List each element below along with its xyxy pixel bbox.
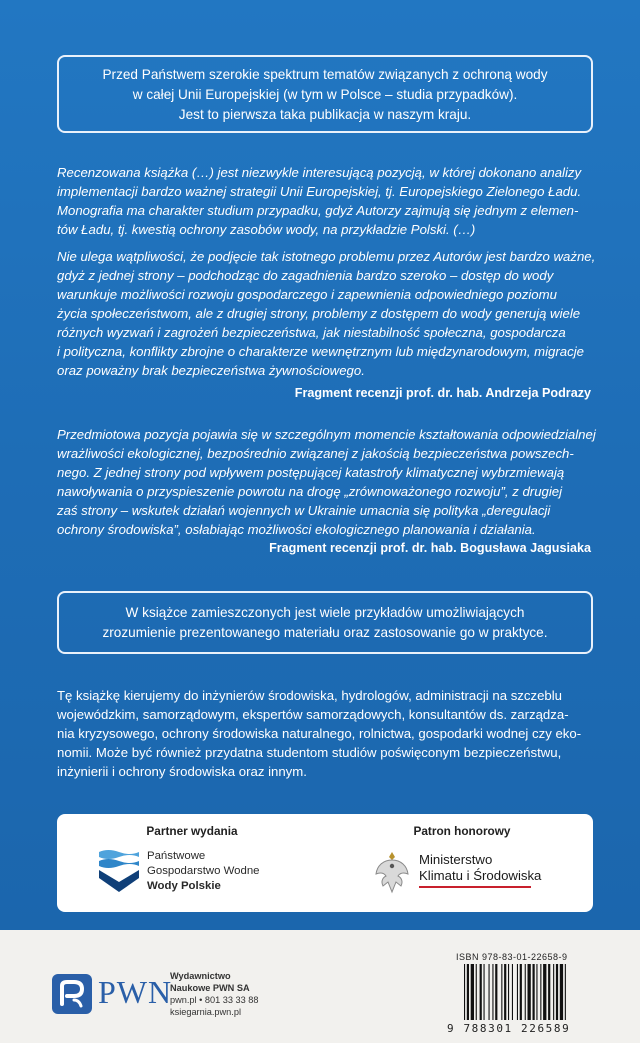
examples-box	[57, 591, 593, 654]
review-line: Recenzowana książka (…) jest niezwykle interesującą pozycją, w której dokonano analizy	[57, 165, 582, 180]
audience-line: nomii. Może być również przydatna studentom studiów poświęconym bezpieczeństwu,	[57, 745, 562, 760]
partner-name	[147, 849, 260, 894]
review-line: Przedmiotowa pozycja pojawia się w szczególnym momencie kształtowania odpowiedzialnej	[57, 427, 596, 442]
publisher-info	[170, 970, 259, 1018]
ministry-red-underline	[419, 886, 531, 888]
review-line: nego. Z jednej strony pod wpływem postępującej katastrofy klimatycznej wybrzmiewają	[57, 465, 565, 480]
patron-name-line: Ministerstwo	[419, 852, 493, 867]
review-line: warunkuje możliwości rozwoju gospodarczego i zapewnienia odpowiedniego poziomu	[57, 287, 557, 302]
barcode-number: 9 788301 226589	[447, 1022, 571, 1035]
review-line: tów Ładu, tj. kwestią ochrony zasobów wody, na przykładzie Polski. (…)	[57, 222, 476, 237]
audience-line: wojewódzkim, samorządowym, ekspertów samorządowych, konsultantów ds. zarządza-	[57, 707, 569, 722]
intro-box	[57, 55, 593, 133]
audience-paragraph	[57, 686, 591, 781]
review-line: różnych wyzwań i zagrożeń bezpieczeństwa, jak niestabilność społeczna, gospodarcza	[57, 325, 566, 340]
publisher-line: Naukowe PWN SA	[170, 983, 250, 993]
review-line: nawoływania o przyspieszenie powrotu na drogę „zrównoważonego rozwoju”, z drugiej	[57, 484, 563, 499]
intro-line: w całej Unii Europejskiej (w tym w Polsce – studia przypadków).	[132, 87, 518, 102]
review-jagusiak	[57, 425, 596, 539]
examples-line: zrozumienie prezentowanego materiału oraz zastosowanie go w praktyce.	[102, 625, 548, 640]
pwn-logo-icon	[52, 974, 92, 1014]
polish-eagle-emblem-icon	[373, 848, 411, 896]
review-line: wrażliwości ekologicznej, bezpośrednio związanej z jakością bezpieczeństwa powszech-	[57, 446, 574, 461]
patron-name	[419, 852, 541, 884]
review-line: implementacji bardzo ważnej strategii Unii Europejskiej, tj. Europejskiego Zielonego Ładu.	[57, 184, 582, 199]
publisher-strip	[0, 930, 640, 1043]
review-credit-jagusiak: Fragment recenzji prof. dr. hab. Bogusława Jagusiaka	[269, 541, 591, 555]
wody-polskie-logo-icon	[97, 848, 141, 894]
review-line: Nie ulega wątpliwości, że podjęcie tak istotnego problemu przez Autorów jest bardzo ważne,	[57, 249, 596, 264]
partner-label: Partner wydania	[146, 824, 238, 838]
pwn-wordmark: PWN	[98, 974, 173, 1010]
review-line: życia społeczeństwom, ale z drugiej strony, problemy z dostępem do wody generują wiele	[57, 306, 581, 321]
examples-line: W książce zamieszczonych jest wiele przykładów umożliwiających	[125, 605, 525, 620]
audience-line: nia kryzysowego, ochrony środowiska naturalnego, rolnictwa, gospodarki wodnej czy eko-	[57, 726, 582, 741]
isbn-barcode-icon	[462, 964, 592, 1022]
publisher-line: Wydawnictwo	[170, 971, 231, 981]
review-credit-podraza: Fragment recenzji prof. dr. hab. Andrzeja Podrazy	[294, 386, 591, 400]
publisher-line: ksiegarnia.pwn.pl	[170, 1007, 241, 1017]
partner-name-line: Gospodarstwo Wodne	[147, 865, 260, 877]
partners-box	[57, 814, 593, 912]
patron-name-line: Klimatu i Środowiska	[419, 868, 542, 883]
intro-line: Przed Państwem szerokie spektrum tematów związanych z ochroną wody	[102, 67, 548, 82]
review-line: oraz poważny brak bezpieczeństwa żywnościowego.	[57, 363, 365, 378]
review-line: zaś strony – wskutek działań wojennych w Ukrainie umacnia się polityka „deregulacji	[57, 503, 551, 518]
review-line: Monografia ma charakter studium przypadku, gdyż Autorzy zajmują się jednym z elemen-	[57, 203, 579, 218]
review-line: i polityczna, konflikty zbrojne o charakterze wewnętrznym lub międzynarodowym, migracje	[57, 344, 584, 359]
partner-name-line: Państwowe	[147, 850, 206, 862]
patron-label: Patron honorowy	[413, 824, 511, 838]
publisher-line: pwn.pl • 801 33 33 88	[170, 995, 259, 1005]
audience-line: inżynierii i ochrony środowiska oraz innym.	[57, 764, 307, 779]
review-line: gdyż z jednej strony – podchodząc do zagadnienia bardzo szeroko – dostęp do wody	[57, 268, 554, 283]
intro-line: Jest to pierwsza taka publikacja w naszym kraju.	[178, 107, 472, 122]
review-line: ochrony środowiska”, osłabiając możliwości ekologicznego planowania i działania.	[57, 522, 536, 537]
partner-name-line: Wody Polskie	[147, 880, 221, 892]
audience-line: Tę książkę kierujemy do inżynierów środowiska, hydrologów, administracji na szczeblu	[57, 688, 563, 703]
isbn-label: ISBN 978-83-01-22658-9	[456, 952, 568, 962]
review-podraza	[57, 163, 596, 380]
